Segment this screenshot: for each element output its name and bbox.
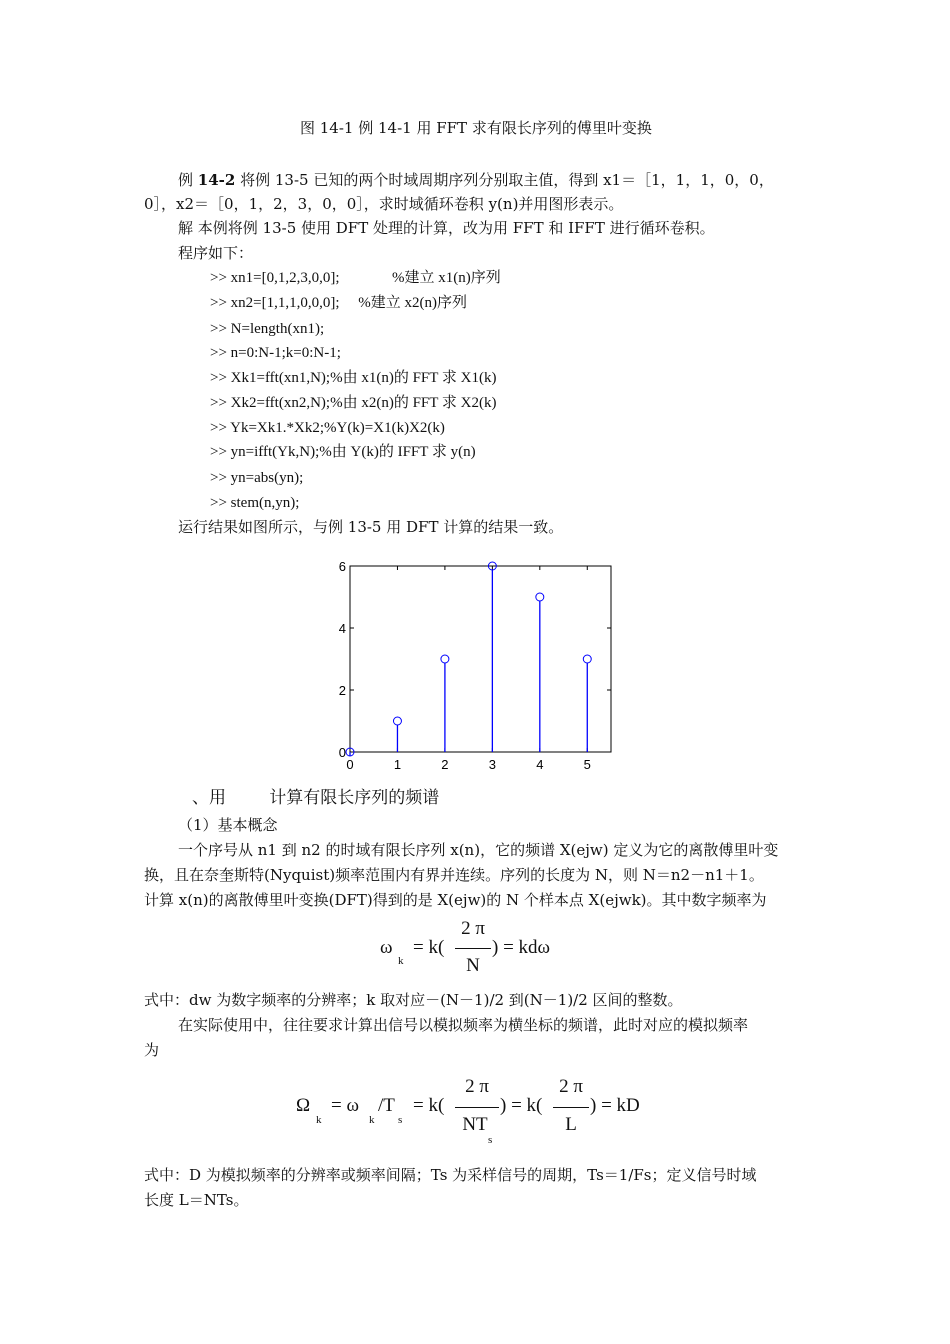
text: 将例 13-5 已知的两个时域周期序列分别取主值，得到 x1＝［1，1，1，0，0， — [235, 171, 774, 189]
eq-numerator: 2 π — [465, 1076, 489, 1097]
example-number: 14-2 — [197, 171, 236, 189]
x-tick-label: 0 — [346, 757, 354, 772]
text: 例 — [178, 171, 198, 189]
fraction-bar — [553, 1107, 589, 1108]
eq-subscript: s — [488, 1134, 493, 1146]
stem-chart — [320, 555, 630, 780]
paragraph: 一个序号从 n1 到 n2 的时域有限长序列 x(n)，它的频谱 X(ejw) 定义为它的离散傅里叶变 — [178, 841, 779, 859]
eq-denominator: L — [565, 1114, 577, 1135]
y-tick-label: 2 — [338, 683, 346, 698]
code-line: >> yn=abs(yn); — [210, 470, 304, 486]
eq-numerator: 2 π — [461, 918, 485, 939]
code-line: >> stem(n,yn); — [210, 495, 300, 511]
eq-denominator: NT — [462, 1114, 488, 1135]
paragraph: 为 — [144, 1041, 160, 1059]
solution-text: 解 本例将例 13-5 使用 DFT 处理的计算，改为用 FFT 和 IFFT 进行循环卷积。 — [178, 219, 715, 237]
fraction-bar — [455, 1107, 499, 1108]
eq-text: ) = k( — [500, 1095, 543, 1116]
eq-symbol: Ω — [296, 1095, 311, 1116]
fraction-bar — [455, 948, 491, 949]
eq-symbol: ω — [380, 937, 393, 958]
y-tick-label: 4 — [338, 621, 346, 636]
eq-subscript: k — [369, 1114, 375, 1126]
plot-area — [350, 566, 611, 752]
eq-text: ) = kD — [590, 1095, 640, 1116]
code-line: >> N=length(xn1); — [210, 321, 325, 337]
eq-denominator: N — [466, 955, 480, 976]
paragraph: 式中：dw 为数字频率的分辨率；k 取对应－(N－1)/2 到(N－1)/2 区间的整数。 — [144, 991, 683, 1009]
eq-text: = ω — [331, 1095, 359, 1116]
example-paragraph-cont: 0］，x2＝［0，1，2，3，0，0］，求时域循环卷积 y(n)并用图形表示。 — [144, 195, 624, 213]
eq-text: ) = kdω — [492, 937, 551, 958]
program-intro: 程序如下： — [178, 244, 254, 262]
paragraph: 计算 x(n)的离散傅里叶变换(DFT)得到的是 X(ejw)的 N 个样本点 X(ejwk)。其中数字频率为 — [144, 891, 767, 909]
eq-subscript: k — [316, 1114, 322, 1126]
paragraph: 长度 L＝NTs。 — [144, 1191, 249, 1209]
result-text: 运行结果如图所示，与例 13-5 用 DFT 计算的结果一致。 — [178, 518, 564, 536]
code-line: >> xn1=[0,1,2,3,0,0]; %建立 x1(n)序列 — [210, 270, 501, 286]
eq-text: = k( — [413, 1095, 445, 1116]
eq-text: = k( — [413, 937, 445, 958]
example-paragraph — [178, 170, 774, 190]
section-title: 、用 计算有限长序列的频谱 — [192, 788, 440, 808]
subsection-title: （1）基本概念 — [178, 816, 278, 834]
eq-text: /T — [378, 1095, 395, 1116]
y-tick-label: 6 — [338, 559, 346, 574]
code-line: >> Yk=Xk1.*Xk2;%Y(k)=X1(k)X2(k) — [210, 420, 445, 436]
paragraph: 换，且在奈奎斯特(Nyquist)频率范围内有界并连续。序列的长度为 N，则 N＝n2－n1＋1。 — [144, 866, 764, 884]
x-tick-label: 3 — [488, 757, 496, 772]
code-line: >> Xk1=fft(xn1,N);%由 x1(n)的 FFT 求 X1(k) — [210, 370, 497, 386]
paragraph: 在实际使用中，往往要求计算出信号以模拟频率为横坐标的频谱，此时对应的模拟频率 — [178, 1016, 749, 1034]
eq-subscript: s — [398, 1114, 403, 1126]
eq-subscript: k — [398, 955, 404, 967]
x-tick-label: 5 — [583, 757, 591, 772]
x-tick-label: 4 — [536, 757, 544, 772]
paragraph: 式中：D 为模拟频率的分辨率或频率间隔；Ts 为采样信号的周期，Ts＝1/Fs；定义信号时域 — [144, 1166, 757, 1184]
x-tick-label: 2 — [441, 757, 449, 772]
y-tick-label: 0 — [338, 745, 346, 760]
code-line: >> Xk2=fft(xn2,N);%由 x2(n)的 FFT 求 X2(k) — [210, 395, 497, 411]
x-tick-label: 1 — [393, 757, 402, 772]
code-line: >> n=0:N-1;k=0:N-1; — [210, 345, 341, 361]
code-line: >> yn=ifft(Yk,N);%由 Y(k)的 IFFT 求 y(n) — [210, 444, 476, 460]
code-line: >> xn2=[1,1,1,0,0,0]; %建立 x2(n)序列 — [210, 295, 468, 311]
eq-numerator: 2 π — [559, 1076, 583, 1097]
figure-caption: 图 14-1 例 14-1 用 FFT 求有限长序列的傅里叶变换 — [300, 119, 652, 137]
